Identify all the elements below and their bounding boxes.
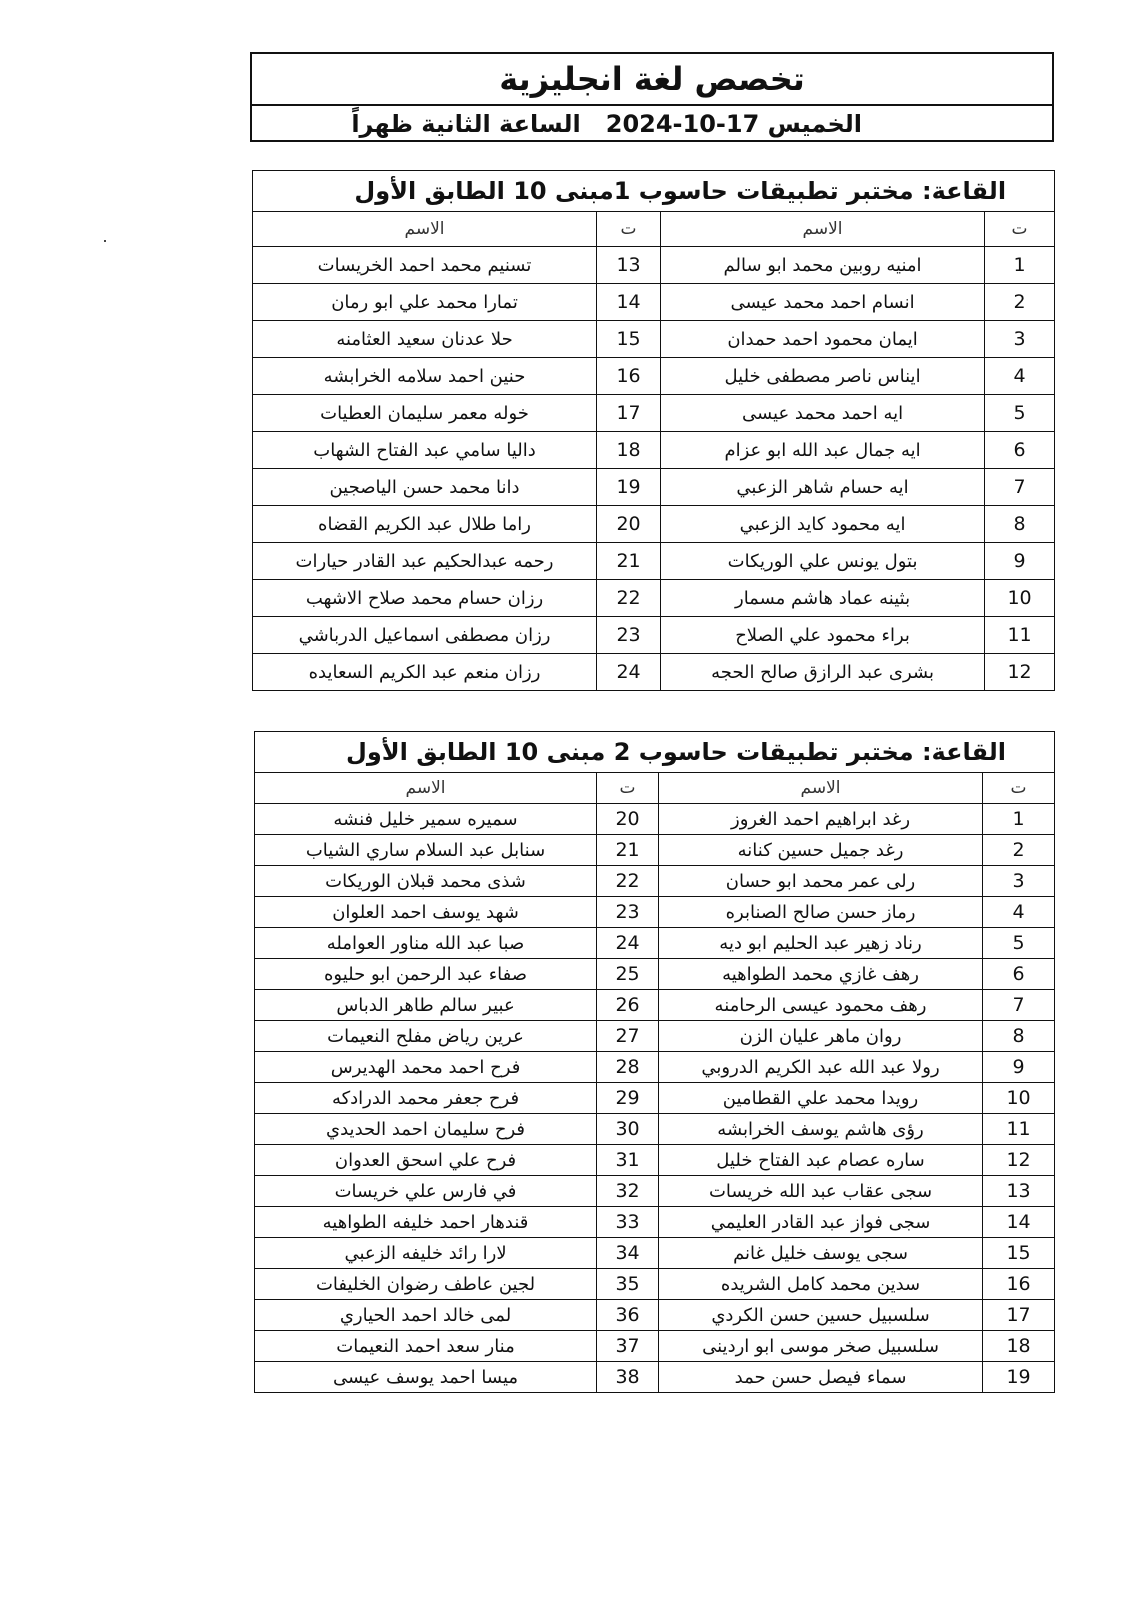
student-name: سماء فيصل حسن حمد xyxy=(659,1362,983,1393)
hall2-col-num2: ت xyxy=(597,773,659,804)
row-number: 12 xyxy=(983,1145,1055,1176)
row-number: 35 xyxy=(597,1269,659,1300)
row-number: 1 xyxy=(985,247,1055,284)
page-title: تخصص لغة انجليزية xyxy=(252,54,1052,106)
row-number: 19 xyxy=(983,1362,1055,1393)
row-number: 14 xyxy=(597,284,661,321)
student-name: امنيه روبين محمد ابو سالم xyxy=(661,247,985,284)
student-name: رماز حسن صالح الصنابره xyxy=(659,897,983,928)
table-row xyxy=(253,654,1055,691)
table-row xyxy=(255,1176,1055,1207)
row-number: 22 xyxy=(597,866,659,897)
student-name: فرح جعفر محمد الدرادكه xyxy=(255,1083,597,1114)
table-row xyxy=(253,395,1055,432)
table-row xyxy=(255,1083,1055,1114)
table-row xyxy=(255,1331,1055,1362)
row-number: 23 xyxy=(597,897,659,928)
student-name: شهد يوسف احمد العلوان xyxy=(255,897,597,928)
student-name: رهف غازي محمد الطواهيه xyxy=(659,959,983,990)
row-number: 21 xyxy=(597,543,661,580)
table-row xyxy=(253,321,1055,358)
table-row xyxy=(255,1238,1055,1269)
student-name: سنابل عبد السلام ساري الشياب xyxy=(255,835,597,866)
student-name: رلى عمر محمد ابو حسان xyxy=(659,866,983,897)
row-number: 34 xyxy=(597,1238,659,1269)
table-row xyxy=(253,358,1055,395)
student-name: راما طلال عبد الكريم القضاه xyxy=(253,506,597,543)
hall1-col-num: ت xyxy=(985,212,1055,247)
student-name: بتول يونس علي الوريكات xyxy=(661,543,985,580)
row-number: 5 xyxy=(983,928,1055,959)
table-row xyxy=(255,897,1055,928)
header-box xyxy=(250,52,1054,142)
row-number: 3 xyxy=(985,321,1055,358)
row-number: 18 xyxy=(983,1331,1055,1362)
student-name: عرين رياض مفلح النعيمات xyxy=(255,1021,597,1052)
table-row xyxy=(253,247,1055,284)
row-number: 3 xyxy=(983,866,1055,897)
row-number: 31 xyxy=(597,1145,659,1176)
student-name: صبا عبد الله مناور العوامله xyxy=(255,928,597,959)
table-row xyxy=(253,506,1055,543)
hall2-rows xyxy=(255,804,1055,1393)
student-name: سميره سمير خليل فنشه xyxy=(255,804,597,835)
row-number: 17 xyxy=(597,395,661,432)
row-number: 12 xyxy=(985,654,1055,691)
hall2-col-num: ت xyxy=(983,773,1055,804)
row-number: 21 xyxy=(597,835,659,866)
row-number: 38 xyxy=(597,1362,659,1393)
row-number: 9 xyxy=(985,543,1055,580)
row-number: 29 xyxy=(597,1083,659,1114)
row-number: 36 xyxy=(597,1300,659,1331)
row-number: 11 xyxy=(983,1114,1055,1145)
student-name: فرح احمد محمد الهديرس xyxy=(255,1052,597,1083)
student-name: بشرى عبد الرازق صالح الحجه xyxy=(661,654,985,691)
student-name: سلسبيل حسين حسن الكردي xyxy=(659,1300,983,1331)
student-name: قندهار احمد خليفه الطواهيه xyxy=(255,1207,597,1238)
hall2-col-name2: الاسم xyxy=(255,773,597,804)
table-row xyxy=(255,866,1055,897)
student-name: سلسبيل صخر موسى ابو اردينى xyxy=(659,1331,983,1362)
row-number: 8 xyxy=(983,1021,1055,1052)
student-name: براء محمود علي الصلاح xyxy=(661,617,985,654)
hall2-table xyxy=(254,731,1055,1393)
hall1-table xyxy=(252,170,1055,691)
student-name: رهف محمود عيسى الرحامنه xyxy=(659,990,983,1021)
table-row xyxy=(255,1269,1055,1300)
student-name: حلا عدنان سعيد العثامنه xyxy=(253,321,597,358)
student-name: دانا محمد حسن الياصجين xyxy=(253,469,597,506)
row-number: 24 xyxy=(597,928,659,959)
student-name: رويدا محمد علي القطامين xyxy=(659,1083,983,1114)
student-name: رناد زهير عبد الحليم ابو ديه xyxy=(659,928,983,959)
row-number: 6 xyxy=(985,432,1055,469)
row-number: 30 xyxy=(597,1114,659,1145)
row-number: 27 xyxy=(597,1021,659,1052)
row-number: 4 xyxy=(985,358,1055,395)
student-name: بثينه عماد هاشم مسمار xyxy=(661,580,985,617)
hall1-col-name2: الاسم xyxy=(253,212,597,247)
table-row xyxy=(255,1300,1055,1331)
hall2-col-name: الاسم xyxy=(659,773,983,804)
row-number: 23 xyxy=(597,617,661,654)
student-name: ايه جمال عبد الله ابو عزام xyxy=(661,432,985,469)
table-row xyxy=(255,1114,1055,1145)
row-number: 6 xyxy=(983,959,1055,990)
student-name: ايه حسام شاهر الزعبي xyxy=(661,469,985,506)
row-number: 13 xyxy=(597,247,661,284)
table-row xyxy=(255,990,1055,1021)
student-name: رؤى هاشم يوسف الخرابشه xyxy=(659,1114,983,1145)
row-number: 20 xyxy=(597,804,659,835)
row-number: 1 xyxy=(983,804,1055,835)
row-number: 25 xyxy=(597,959,659,990)
row-number: 20 xyxy=(597,506,661,543)
row-number: 13 xyxy=(983,1176,1055,1207)
table-row xyxy=(255,1362,1055,1393)
row-number: 11 xyxy=(985,617,1055,654)
student-name: خوله معمر سليمان العطيات xyxy=(253,395,597,432)
row-number: 8 xyxy=(985,506,1055,543)
hall1-rows xyxy=(253,247,1055,691)
student-name: ايمان محمود احمد حمدان xyxy=(661,321,985,358)
table-row xyxy=(253,432,1055,469)
row-number: 7 xyxy=(985,469,1055,506)
table-row xyxy=(255,1207,1055,1238)
row-number: 37 xyxy=(597,1331,659,1362)
student-name: تسنيم محمد احمد الخريسات xyxy=(253,247,597,284)
student-name: رولا عبد الله عبد الكريم الدروبي xyxy=(659,1052,983,1083)
hall2-title: القاعة: مختبر تطبيقات حاسوب 2 مبنى 10 الطابق الأول xyxy=(255,732,1055,773)
row-number: 15 xyxy=(983,1238,1055,1269)
table-row xyxy=(255,1052,1055,1083)
student-name: لجين عاطف رضوان الخليفات xyxy=(255,1269,597,1300)
student-name: شذى محمد قبلان الوريكات xyxy=(255,866,597,897)
row-number: 32 xyxy=(597,1176,659,1207)
student-name: ساره عصام عبد الفتاح خليل xyxy=(659,1145,983,1176)
row-number: 9 xyxy=(983,1052,1055,1083)
row-number: 18 xyxy=(597,432,661,469)
student-name: حنين احمد سلامه الخرابشه xyxy=(253,358,597,395)
student-name: رغد جميل حسين كنانه xyxy=(659,835,983,866)
hall1-title: القاعة: مختبر تطبيقات حاسوب 1مبنى 10 الطابق الأول xyxy=(253,171,1055,212)
row-number: 14 xyxy=(983,1207,1055,1238)
row-number: 33 xyxy=(597,1207,659,1238)
margin-mark xyxy=(104,240,106,242)
student-name: داليا سامي عبد الفتاح الشهاب xyxy=(253,432,597,469)
row-number: 4 xyxy=(983,897,1055,928)
student-name: عبير سالم طاهر الدباس xyxy=(255,990,597,1021)
row-number: 19 xyxy=(597,469,661,506)
table-row xyxy=(255,1021,1055,1052)
student-name: سجى يوسف خليل غانم xyxy=(659,1238,983,1269)
student-name: انسام احمد محمد عيسى xyxy=(661,284,985,321)
student-name: رزان حسام محمد صلاح الاشهب xyxy=(253,580,597,617)
row-number: 16 xyxy=(597,358,661,395)
student-name: سجى عقاب عبد الله خريسات xyxy=(659,1176,983,1207)
student-name: ميسا احمد يوسف عيسى xyxy=(255,1362,597,1393)
row-number: 15 xyxy=(597,321,661,358)
row-number: 22 xyxy=(597,580,661,617)
student-name: صفاء عبد الرحمن ابو حليوه xyxy=(255,959,597,990)
row-number: 17 xyxy=(983,1300,1055,1331)
student-name: منار سعد احمد النعيمات xyxy=(255,1331,597,1362)
row-number: 5 xyxy=(985,395,1055,432)
student-name: رزان منعم عبد الكريم السعايده xyxy=(253,654,597,691)
student-name: رغد ابراهيم احمد الغروز xyxy=(659,804,983,835)
row-number: 2 xyxy=(983,835,1055,866)
hall1-col-name: الاسم xyxy=(661,212,985,247)
student-name: لمى خالد احمد الحياري xyxy=(255,1300,597,1331)
table-row xyxy=(255,959,1055,990)
hall1-col-num2: ت xyxy=(597,212,661,247)
student-name: فرح علي اسحق العدوان xyxy=(255,1145,597,1176)
table-row xyxy=(255,928,1055,959)
student-name: ايناس ناصر مصطفى خليل xyxy=(661,358,985,395)
student-name: ايه محمود كايد الزعبي xyxy=(661,506,985,543)
row-number: 28 xyxy=(597,1052,659,1083)
table-row xyxy=(255,835,1055,866)
row-number: 16 xyxy=(983,1269,1055,1300)
student-name: في فارس علي خريسات xyxy=(255,1176,597,1207)
student-name: ايه احمد محمد عيسى xyxy=(661,395,985,432)
student-name: سجى فواز عبد القادر العليمي xyxy=(659,1207,983,1238)
table-row xyxy=(253,543,1055,580)
row-number: 26 xyxy=(597,990,659,1021)
student-name: رزان مصطفى اسماعيل الدرباشي xyxy=(253,617,597,654)
row-number: 24 xyxy=(597,654,661,691)
table-row xyxy=(253,580,1055,617)
table-row xyxy=(253,617,1055,654)
student-name: فرح سليمان احمد الحديدي xyxy=(255,1114,597,1145)
student-name: روان ماهر عليان الزن xyxy=(659,1021,983,1052)
student-name: تمارا محمد علي ابو رمان xyxy=(253,284,597,321)
table-row xyxy=(255,1145,1055,1176)
student-name: سدين محمد كامل الشريده xyxy=(659,1269,983,1300)
table-row xyxy=(253,284,1055,321)
row-number: 10 xyxy=(983,1083,1055,1114)
student-name: لارا رائد خليفه الزعبي xyxy=(255,1238,597,1269)
row-number: 7 xyxy=(983,990,1055,1021)
exam-date-time: الخميس 17-10-2024 الساعة الثانية ظهراً xyxy=(351,110,862,138)
table-row xyxy=(253,469,1055,506)
table-row xyxy=(255,804,1055,835)
row-number: 2 xyxy=(985,284,1055,321)
row-number: 10 xyxy=(985,580,1055,617)
student-name: رحمه عبدالحكيم عبد القادر حيارات xyxy=(253,543,597,580)
